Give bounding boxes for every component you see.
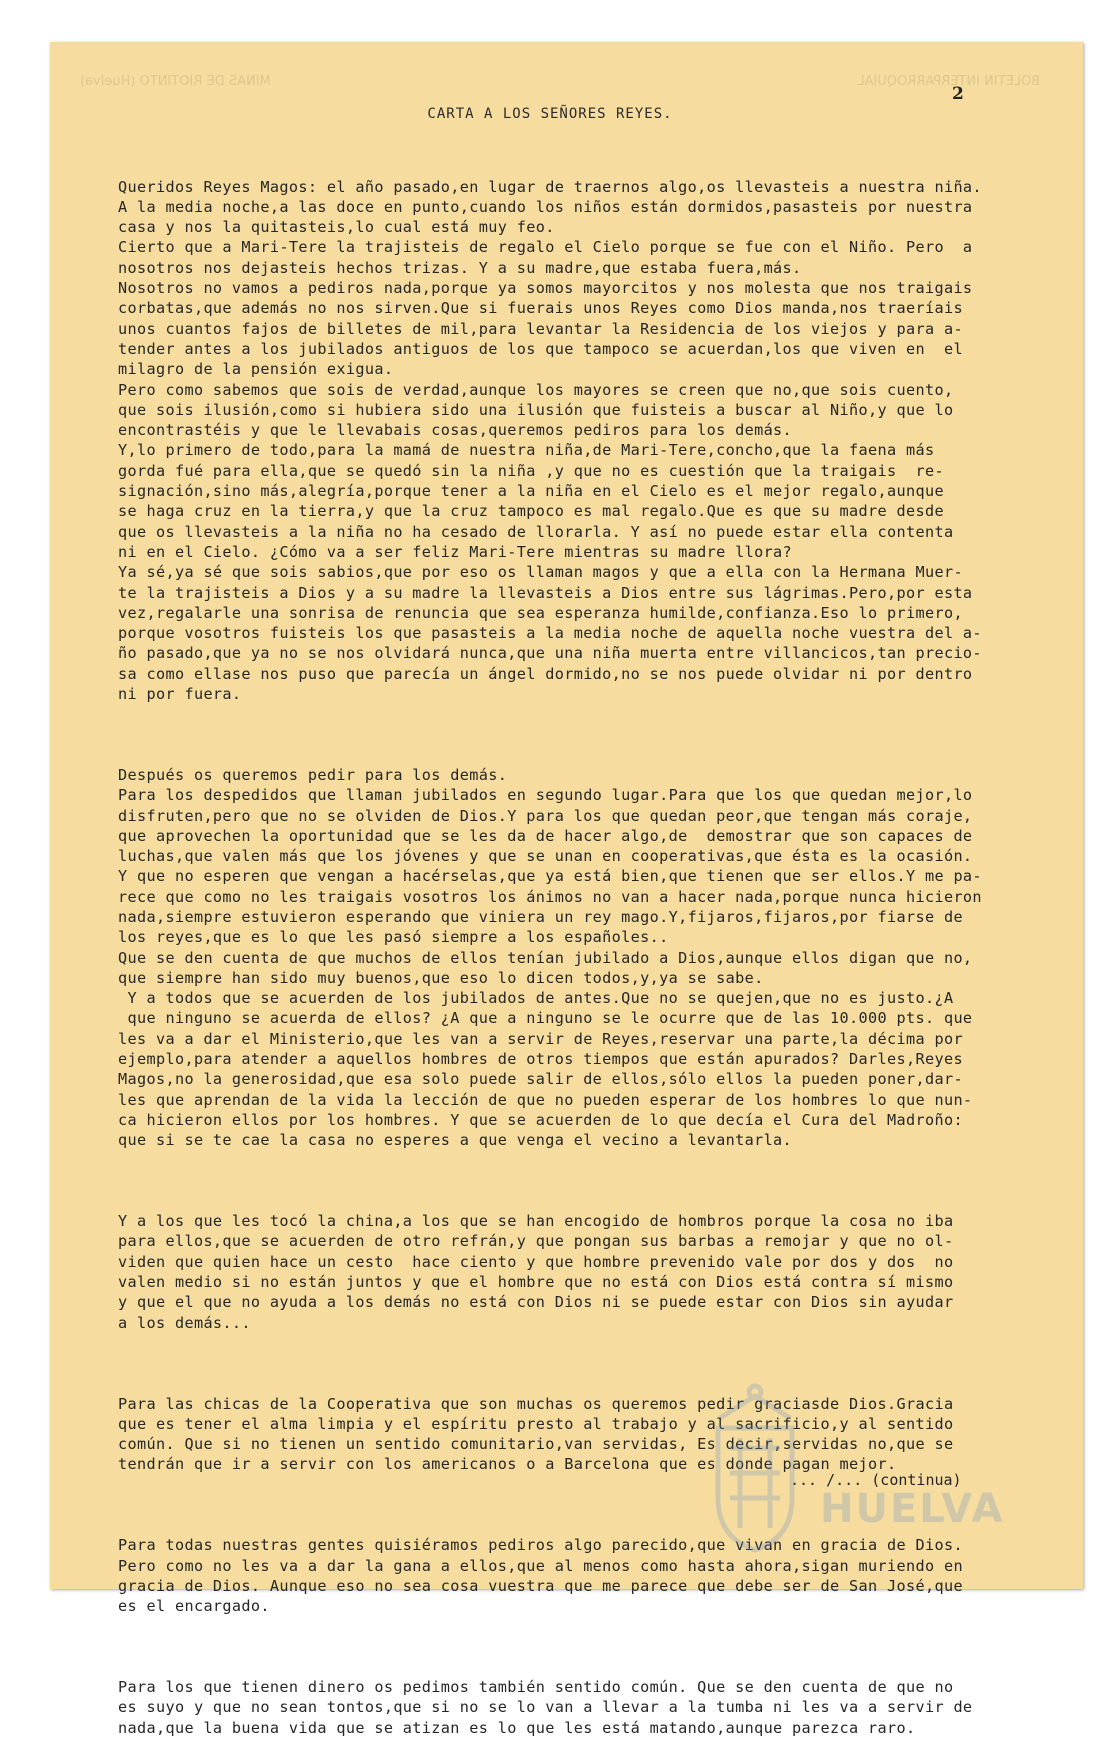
watermark-text: HUELVA <box>820 1486 1005 1532</box>
paragraph-cooperative: Para las chicas de la Cooperativa que son muchas os queremos pedir graciasde Dios.Gracia que es tener el alma limpia y el espíritu presto al trabajo y al sacrificio,y al sentido común. Que si no tienen un sentido comunitario,van servidas, Es decir,servidas no,que se tendrán que ir a servir con los americanos o a Barcelona que es donde pagan mejor. <box>118 1394 954 1474</box>
continuation-note: ... /... (continua) <box>790 1471 962 1489</box>
letter-body <box>118 136 1028 1758</box>
paragraph-intro: Queridos Reyes Magos: el año pasado,en lugar de traernos algo,os llevasteis a nuestra niña. A la media noche,a las doce en punto,cuando los niños están dormidos,pasasteis por nuestra casa y nos la quitasteis,lo cual está muy feo. Cierto que a Mari-Tere la trajisteis de regalo el Cielo porque se fue con el Niño. Pero a nosotros nos dejasteis hechos trizas. Y a su madre,que estaba fuera,más. Nosotros no vamos a pediros nada,porque ya somos mayorcitos y nos molesta que nos traigais corbatas,que además no nos sirven.Que si fuerais unos Reyes como Dios manda,nos traeríais unos cuantos fajos de billetes de mil,para levantar la Residencia de los viejos y para a- tender antes a los jubilados antiguos de los que tampoco se acuerdan,los que viven en el milagro de la pensión exigua. Pero como sabemos que sois de verdad,aunque los mayores se creen que no,que sois cuento, que sois ilusión,como si hubiera sido una ilusión que fuisteis a buscar al Niño,y que lo encontrastéis y que le llevabais cosas,queremos pediros para los demás. Y,lo primero de todo,para la mamá de nuestra niña,de Mari-Tere,concho,que la faena más gorda fué para ella,que se quedó sin la niña ,y que no es cuestión que la traigais re- signación,sino más,alegría,porque tener a la niña en el Cielo es el mejor regalo,aunque se haga cruz en la tierra,y que la cruz tampoco es mal regalo.Que es que su madre desde que os llevasteis a la niña no ha cesado de llorarla. Y así no puede estar ella contenta ni en el Cielo. ¿Cómo va a ser feliz Mari-Tere mientras su madre llora? Ya sé,ya sé que sois sabios,que por eso os llaman magos y que a ella con la Hermana Muer- te la trajisteis a Dios y a su madre la llevasteis a Dios entre sus lágrimas.Pero,por esta vez,regalarle una sonrisa de renuncia que sea esperanza humilde,confianza.Eso lo primero, porque vosotros fuisteis los que pasasteis a la media noche de aquella noche vuestra del a- ño pasado,que ya no se nos olvidará nunca,que una niña muerta entre villancicos,tan precio- sa como ellase nos puso que parecía un ángel dormido,no se nos puede olvidar ni por dentro ni por fuera. <box>118 177 982 704</box>
page-number: 2 <box>952 84 964 104</box>
show-through-text: BOLETIN INTERPARROQUIAL MINAS DE RIOTINTO (Huelva) <box>80 74 1040 89</box>
paragraph-china: Y a los que les tocó la china,a los que se han encogido de hombros porque la cosa no iba para ellos,que se acuerden de otro refrán,y que pongan sus barbas a remojar y que no ol- viden que quien hace un cesto hace ciento y que hombre prevenido vale por dos y dos no valen medio si no están juntos y que el hombre que no está con Dios está contra sí mismo y que el que no ayuda a los demás no está con Dios ni se puede estar con Dios sin ayudar a los demás... <box>118 1212 954 1332</box>
paragraph-retirees: Después os queremos pedir para los demás. Para los despedidos que llaman jubilados en segundo lugar.Para que los que quedan mejor,lo disfruten,pero que no se olviden de Dios.Y para los que quedan peor,que tengan más coraje, que aprovechen la oportunidad que se les da de hacer algo,de demostrar que son capaces de luchas,que valen más que los jóvenes y que se unan en cooperativas,que ésta es la ocasión. Y que no esperen que vengan a hacérselas,que ya está bien,que tienen que ser ellos.Y me pa- rece que como no les traigais vosotros los ánimos no van a hacer nada,porque nunca hicieron nada,siempre estuvieron esperando que viniera un rey mago.Y,fijaros,fijaros,por fiarse de los reyes,que es lo que les pasó siempre a los españoles.. Que se den cuenta de que muchos de ellos tenían jubilado a Dios,aunque ellos digan que no, que siempre han sido muy buenos,que eso lo dicen todos,y,ya se sabe. Y a todos que se acuerden de los jubilados de antes.Que no se quejen,que no es justo.¿A que ninguno se acuerda de ellos? ¿A que a ninguno se le ocurre que de las 10.000 pts. que les va a dar el Ministerio,que les van a servir de Reyes,reservar una parte,la décima por ejemplo,para atender a aquellos hombres de otros tiempos que están apurados? Darles,Reyes Magos,no la generosidad,que esa solo puede salir de ellos,sólo ellos la pueden poner,dar- les que aprendan de la vida la lección de que no pueden esperar de los hombres lo que nun- ca hicieron ellos por los hombres. Y que se acuerden de lo que decía el Cura del Madroño: que si se te cae la casa no esperes a que venga el vecino a levantarla. <box>118 765 982 1150</box>
paragraph-money: Para los que tienen dinero os pedimos también sentido común. Que se den cuenta de que no es suyo y que no sean tontos,que si no se lo van a llevar a la tumba ni les va a servir de nada,que la buena vida que se atizan es lo que les está matando,aunque parezca raro. <box>118 1678 973 1737</box>
letter-title: CARTA A LOS SEÑORES REYES. <box>427 106 673 122</box>
paragraph-our-people: Para todas nuestras gentes quisiéramos pediros algo parecido,que vivan en gracia de Dios. Pero como no les va a dar la gana a ellos,que al menos como hasta ahora,sigan muriendo en gracia de Dios. Aunque eso no sea cosa vuestra que me parece que debe ser de San José,que es el encargado. <box>118 1536 963 1616</box>
